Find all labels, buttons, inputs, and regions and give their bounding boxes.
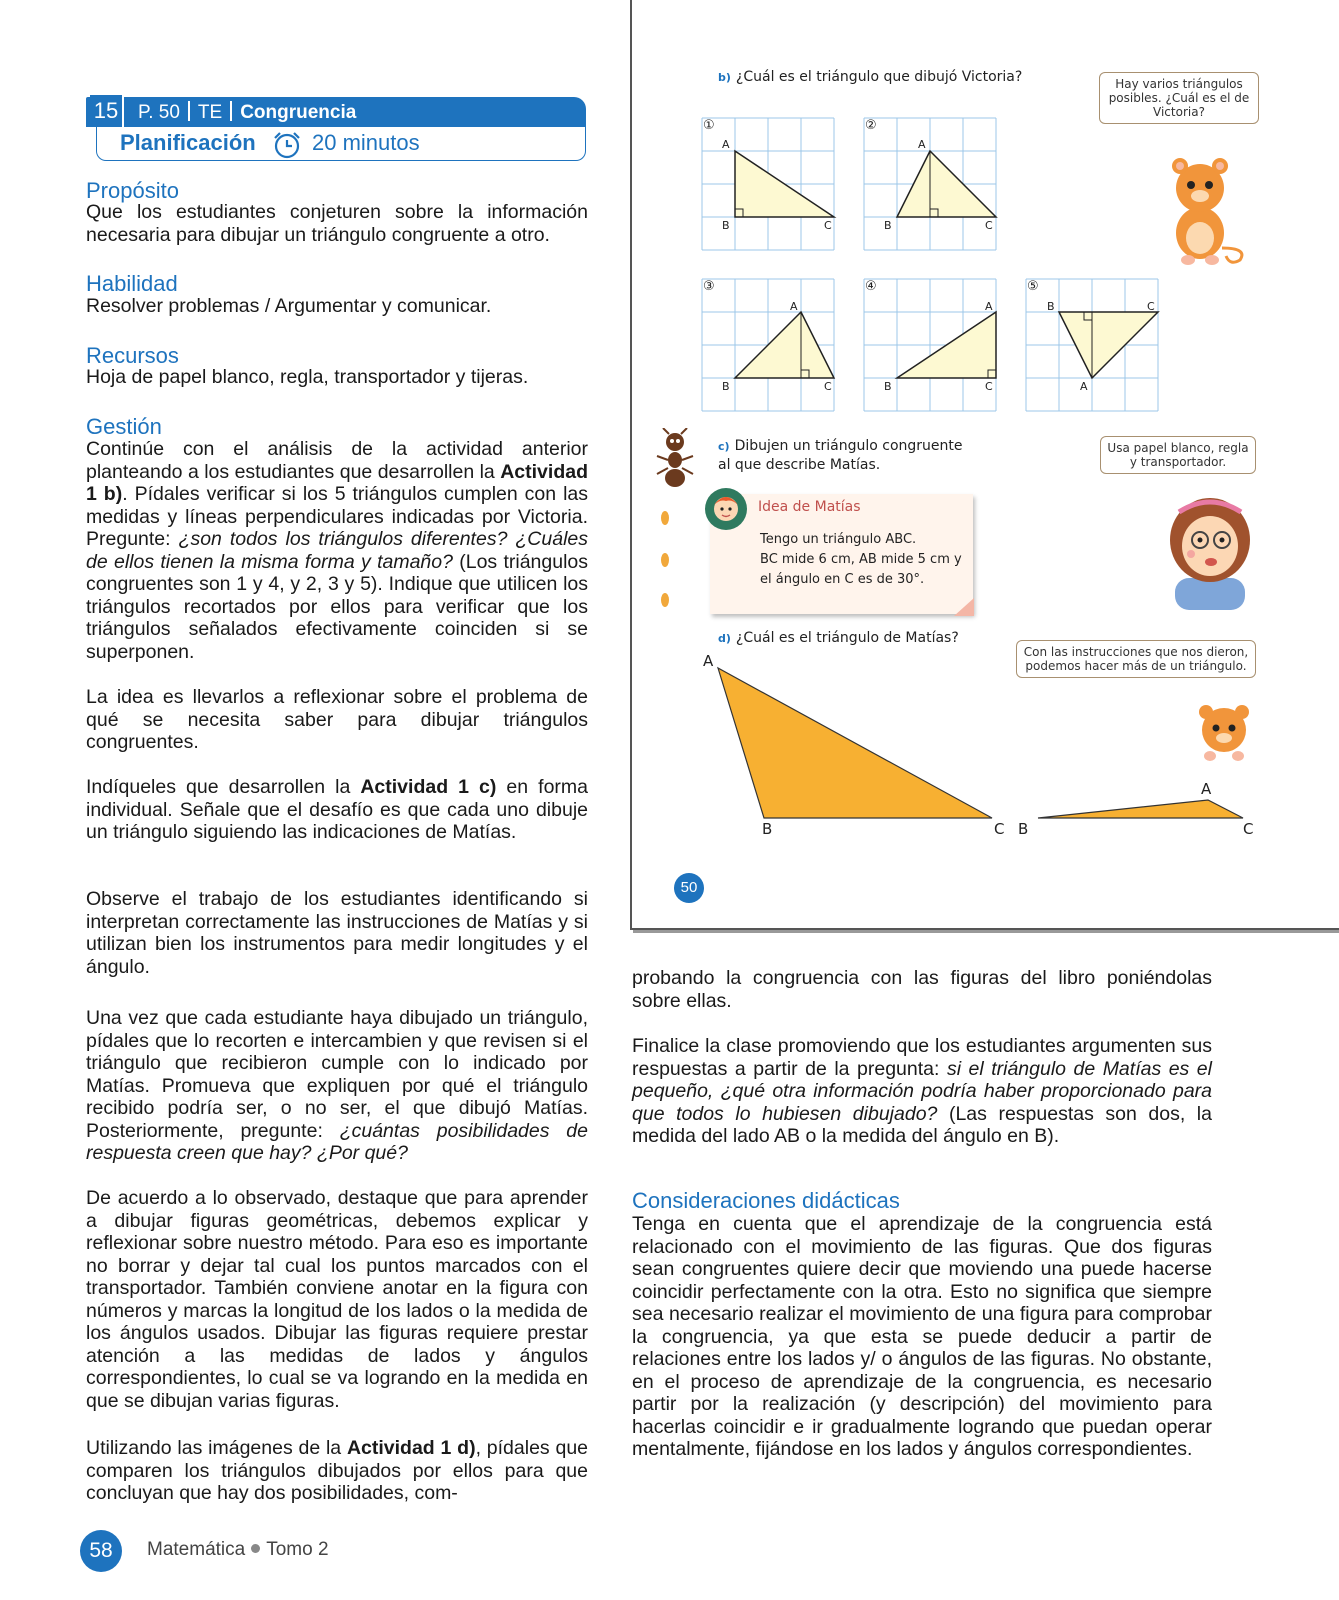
idea-title: Idea de Matías <box>758 499 861 515</box>
book-page-number: 50 <box>674 873 704 903</box>
gestion-paragraph-7: Utilizando las imágenes de la Actividad 1 d), pídales que comparen los triángulos dibujados por ellos para que concluyan que hay dos posibilidades, com- <box>86 1437 589 1504</box>
grid-number-2: ② <box>865 118 877 133</box>
footer-page-number: 58 <box>80 1530 122 1572</box>
planning-title: Planificación <box>120 130 256 155</box>
leaf-icon <box>659 510 671 615</box>
idea-body: Tengo un triángulo ABC. BC mide 6 cm, AB mide 5 cm y el ángulo en C es de 30°. <box>760 532 962 587</box>
vertex-label: B <box>722 380 730 393</box>
girl-avatar-icon <box>1165 490 1255 615</box>
hamster-mascot-icon <box>1160 148 1250 273</box>
triangle-option-5 <box>1024 277 1174 413</box>
planning-time: 20 minutos <box>312 130 420 155</box>
vertex-label: A <box>985 300 993 313</box>
gestion-paragraph-3: Indíqueles que desarrollen la Actividad 1 c) en forma individual. Señale que el desafío es que cada uno dibuje un triángulo siguiendo las indicaciones de Matías. <box>86 776 589 843</box>
recursos-title: Recursos <box>86 343 179 368</box>
vertex-label: C <box>1243 820 1254 838</box>
right-paragraph-2: Finalice la clase promoviendo que los estudiantes argumenten sus respuestas a partir de la pregunta: si el triángulo de Matías es el pequeño, ¿qué otra información podría haber proporcionado para que todos lo hubiesen dibujado? (Las respuestas son dos, la medida del lado AB o la medida del ángulo en B). <box>632 1035 1212 1147</box>
speech-bubble-girl: Usa papel blanco, regla y transportador. <box>1100 436 1256 474</box>
consideraciones-title: Consideraciones didácticas <box>632 1188 900 1213</box>
recursos-text: Hoja de papel blanco, regla, transportador y tijeras. <box>86 366 529 388</box>
proposito-text: Que los estudiantes conjeturen sobre la información necesaria para dibujar un triángulo congruente a otro. <box>86 201 588 246</box>
proposito-title: Propósito <box>86 178 179 203</box>
question-d: d) ¿Cuál es el triángulo de Matías? <box>718 630 959 646</box>
question-c: c) Dibujen un triángulo congruente al que describe Matías. <box>718 438 963 473</box>
footer-subject: Matemática <box>147 1539 246 1560</box>
gestion-paragraph-5: Una vez que cada estudiante haya dibujado un triángulo, pídales que lo recorten e intercambien y que revisen si el triángulo que recibieron cumple con lo indicado por Matías. Promueva que expliquen por qué el triángulo recibido podría ser, o no ser, el que dibujó Matías. Posteriormente, pregunte: ¿cuántas posibilidades de respuesta creen que hay? ¿Por qué? <box>86 1007 588 1164</box>
speech-bubble-victoria: Hay varios triángulos posibles. ¿Cuál es el de Victoria? <box>1099 72 1259 124</box>
grid-number-3: ③ <box>703 279 715 294</box>
vertex-label: A <box>722 138 730 151</box>
vertex-label: B <box>722 219 730 232</box>
habilidad-text: Resolver problemas / Argumentar y comunicar. <box>86 295 492 317</box>
gestion-title: Gestión <box>86 414 162 439</box>
lesson-header-text <box>138 101 356 124</box>
topic-title: Congruencia <box>240 102 357 123</box>
lesson-number: 15 <box>90 95 124 127</box>
vertex-label: C <box>1147 300 1155 313</box>
vertex-label: A <box>703 652 714 670</box>
vertex-label: B <box>884 219 892 232</box>
vertex-label: C <box>994 820 1005 838</box>
ant-mascot-icon <box>653 428 697 495</box>
habilidad-title: Habilidad <box>86 271 178 296</box>
speech-bubble-hamster: Con las instrucciones que nos dieron, podemos hacer más de un triángulo. <box>1016 640 1256 678</box>
te-label: TE <box>197 102 223 123</box>
grid-number-1: ① <box>703 118 715 133</box>
boy-avatar-icon <box>704 487 748 536</box>
right-paragraph-1: probando la congruencia con las figuras del libro poniéndolas sobre ellas. <box>632 967 1212 1012</box>
gestion-paragraph-4: Observe el trabajo de los estudiantes identificando si interpretan correctamente las instrucciones de Matías y si utilizan bien los instrumentos para medir longitudes y el ángulo. <box>86 888 588 978</box>
vertex-label: A <box>1201 780 1212 798</box>
matias-triangles <box>700 650 1280 830</box>
vertex-label: C <box>824 219 832 232</box>
vertex-label: A <box>1080 380 1088 393</box>
grid-number-5: ⑤ <box>1027 279 1039 294</box>
gestion-paragraph-1: Continúe con el análisis de la actividad anterior planteando a los estudiantes que desarrollen la Actividad 1 b). Pídales verificar si los 5 triángulos cumplen con las medidas y líneas perpendiculares indicadas por Victoria. Pregunte: ¿son todos los triángulos diferentes? ¿Cuáles de ellos tienen la misma forma y tamaño? (Los triángulos congruentes son 1 y 4, y 2, 3 y 5). Indique que utilicen los triángulos recortados por ellos para verificar que los triángulos señalados efectivamente coinciden si se superponen. <box>86 438 588 663</box>
vertex-label: C <box>824 380 832 393</box>
vertex-label: C <box>985 380 993 393</box>
vertex-label: B <box>1018 820 1029 838</box>
vertex-label: B <box>884 380 892 393</box>
consideraciones-text: Tenga en cuenta que el aprendizaje de la congruencia está relacionado con el movimiento de las figuras. Que dos figuras sean congruentes quiere decir que moviendo una puede hacerse coincidir perfectamente con la otra. Esto no significa que siempre sea necesario realizar el movimiento de una figura para comprobar la congruencia, ya que esta se puede deducir a partir de relaciones entre los lados y/ o ángulos de las figuras. No obstante, en el proceso de aprendizaje de la congruencia, es necesario partir por la realización (y descripción) del movimiento para hacerlas coincidir e ir gradualmente logrando que puedan operar mentalmente, fijándose en los lados y ángulos correspondientes. <box>632 1213 1212 1460</box>
footer-volume: Tomo 2 <box>266 1539 329 1560</box>
clock-icon <box>271 131 303 164</box>
footer-text <box>147 1539 329 1561</box>
vertex-label: C <box>985 219 993 232</box>
page-ref: P. 50 <box>138 102 180 123</box>
vertex-label: A <box>790 300 798 313</box>
gestion-paragraph-6: De acuerdo a lo observado, destaque que para aprender a dibujar figuras geométricas, debemos explicar y reflexionar sobre nuestro método. Para eso es importante no borrar y dejar tal cual los puntos marcados con el transportador. También conviene anotar en la figura con números y marcas la longitud de los lados o la medida de los ángulos usados. Dibujar las figuras requiere prestar atención a las medidas de lados y ángulos correspondientes, lo cual se va logrando en la medida en que se dibujan varias figuras. <box>86 1187 588 1412</box>
vertex-label: B <box>762 820 773 838</box>
vertex-label: A <box>918 138 926 151</box>
page-curl <box>954 598 974 621</box>
question-b: b) ¿Cuál es el triángulo que dibujó Victoria? <box>718 69 1023 85</box>
grid-number-4: ④ <box>865 279 877 294</box>
vertex-label: B <box>1047 300 1055 313</box>
gestion-paragraph-2: La idea es llevarlos a reflexionar sobre el problema de qué se necesita saber para dibujar triángulos congruentes. <box>86 686 588 753</box>
